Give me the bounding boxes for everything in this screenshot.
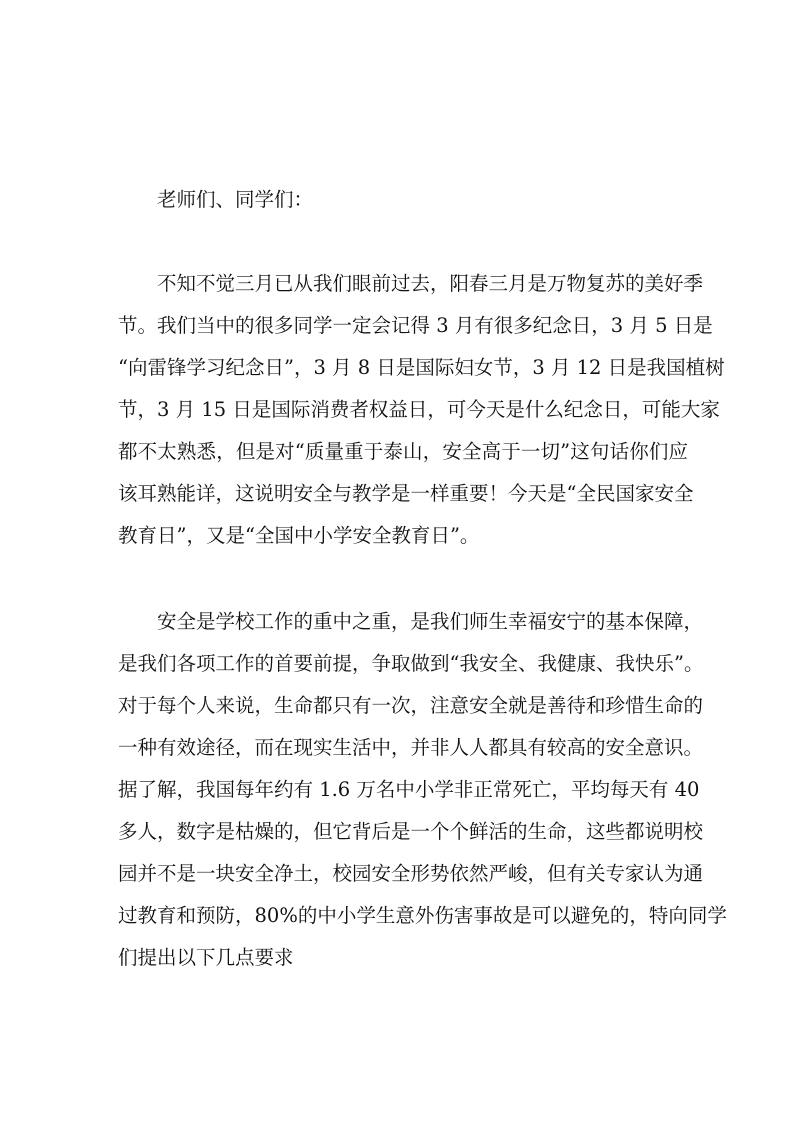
paragraph-line: 园并不是一块安全净土，校园安全形势依然严峻，但有关专家认为通 [118, 862, 704, 885]
paragraph-line: 节，3 月 15 日是国际消费者权益日，可今天是什么纪念日，可能大家 [118, 398, 720, 421]
paragraph-line: 不知不觉三月已从我们眼前过去，阳春三月是万物复苏的美好季 [157, 272, 704, 295]
paragraph-line: 对于每个人来说，生命都只有一次，注意安全就是善待和珍惜生命的 [118, 694, 704, 717]
paragraph-line: 过教育和预防，80%的中小学生意外伤害事故是可以避免的，特向同学 [118, 904, 727, 927]
paragraph-line: 该耳熟能详，这说明安全与教学是一样重要！今天是“全民国家安全 [118, 482, 694, 505]
paragraph-line: “向雷锋学习纪念日”，3 月 8 日是国际妇女节，3 月 12 日是我国植树 [118, 356, 725, 379]
paragraph-line: 们提出以下几点要求 [118, 946, 294, 969]
paragraph-line: 多人，数字是枯燥的，但它背后是一个个鲜活的生命，这些都说明校 [118, 820, 704, 843]
paragraph-line: 节。我们当中的很多同学一定会记得 3 月有很多纪念日，3 月 5 日是 [118, 314, 713, 337]
paragraph-line: 教育日”，又是“全国中小学安全教育日”。 [118, 524, 480, 547]
paragraph-line: 据了解，我国每年约有 1.6 万名中小学非正常死亡，平均每天有 40 [118, 778, 700, 801]
paragraph-line: 是我们各项工作的首要前提，争取做到“我安全、我健康、我快乐”。 [118, 652, 704, 675]
paragraph-line: 一种有效途径，而在现实生活中，并非人人都具有较高的安全意识。 [118, 736, 704, 759]
paragraph-line: 安全是学校工作的重中之重，是我们师生幸福安宁的基本保障， [157, 610, 704, 633]
greeting: 老师们、同学们： [157, 188, 314, 211]
paragraph-line: 都不太熟悉，但是对“质量重于泰山，安全高于一切”这句话你们应 [118, 440, 688, 463]
